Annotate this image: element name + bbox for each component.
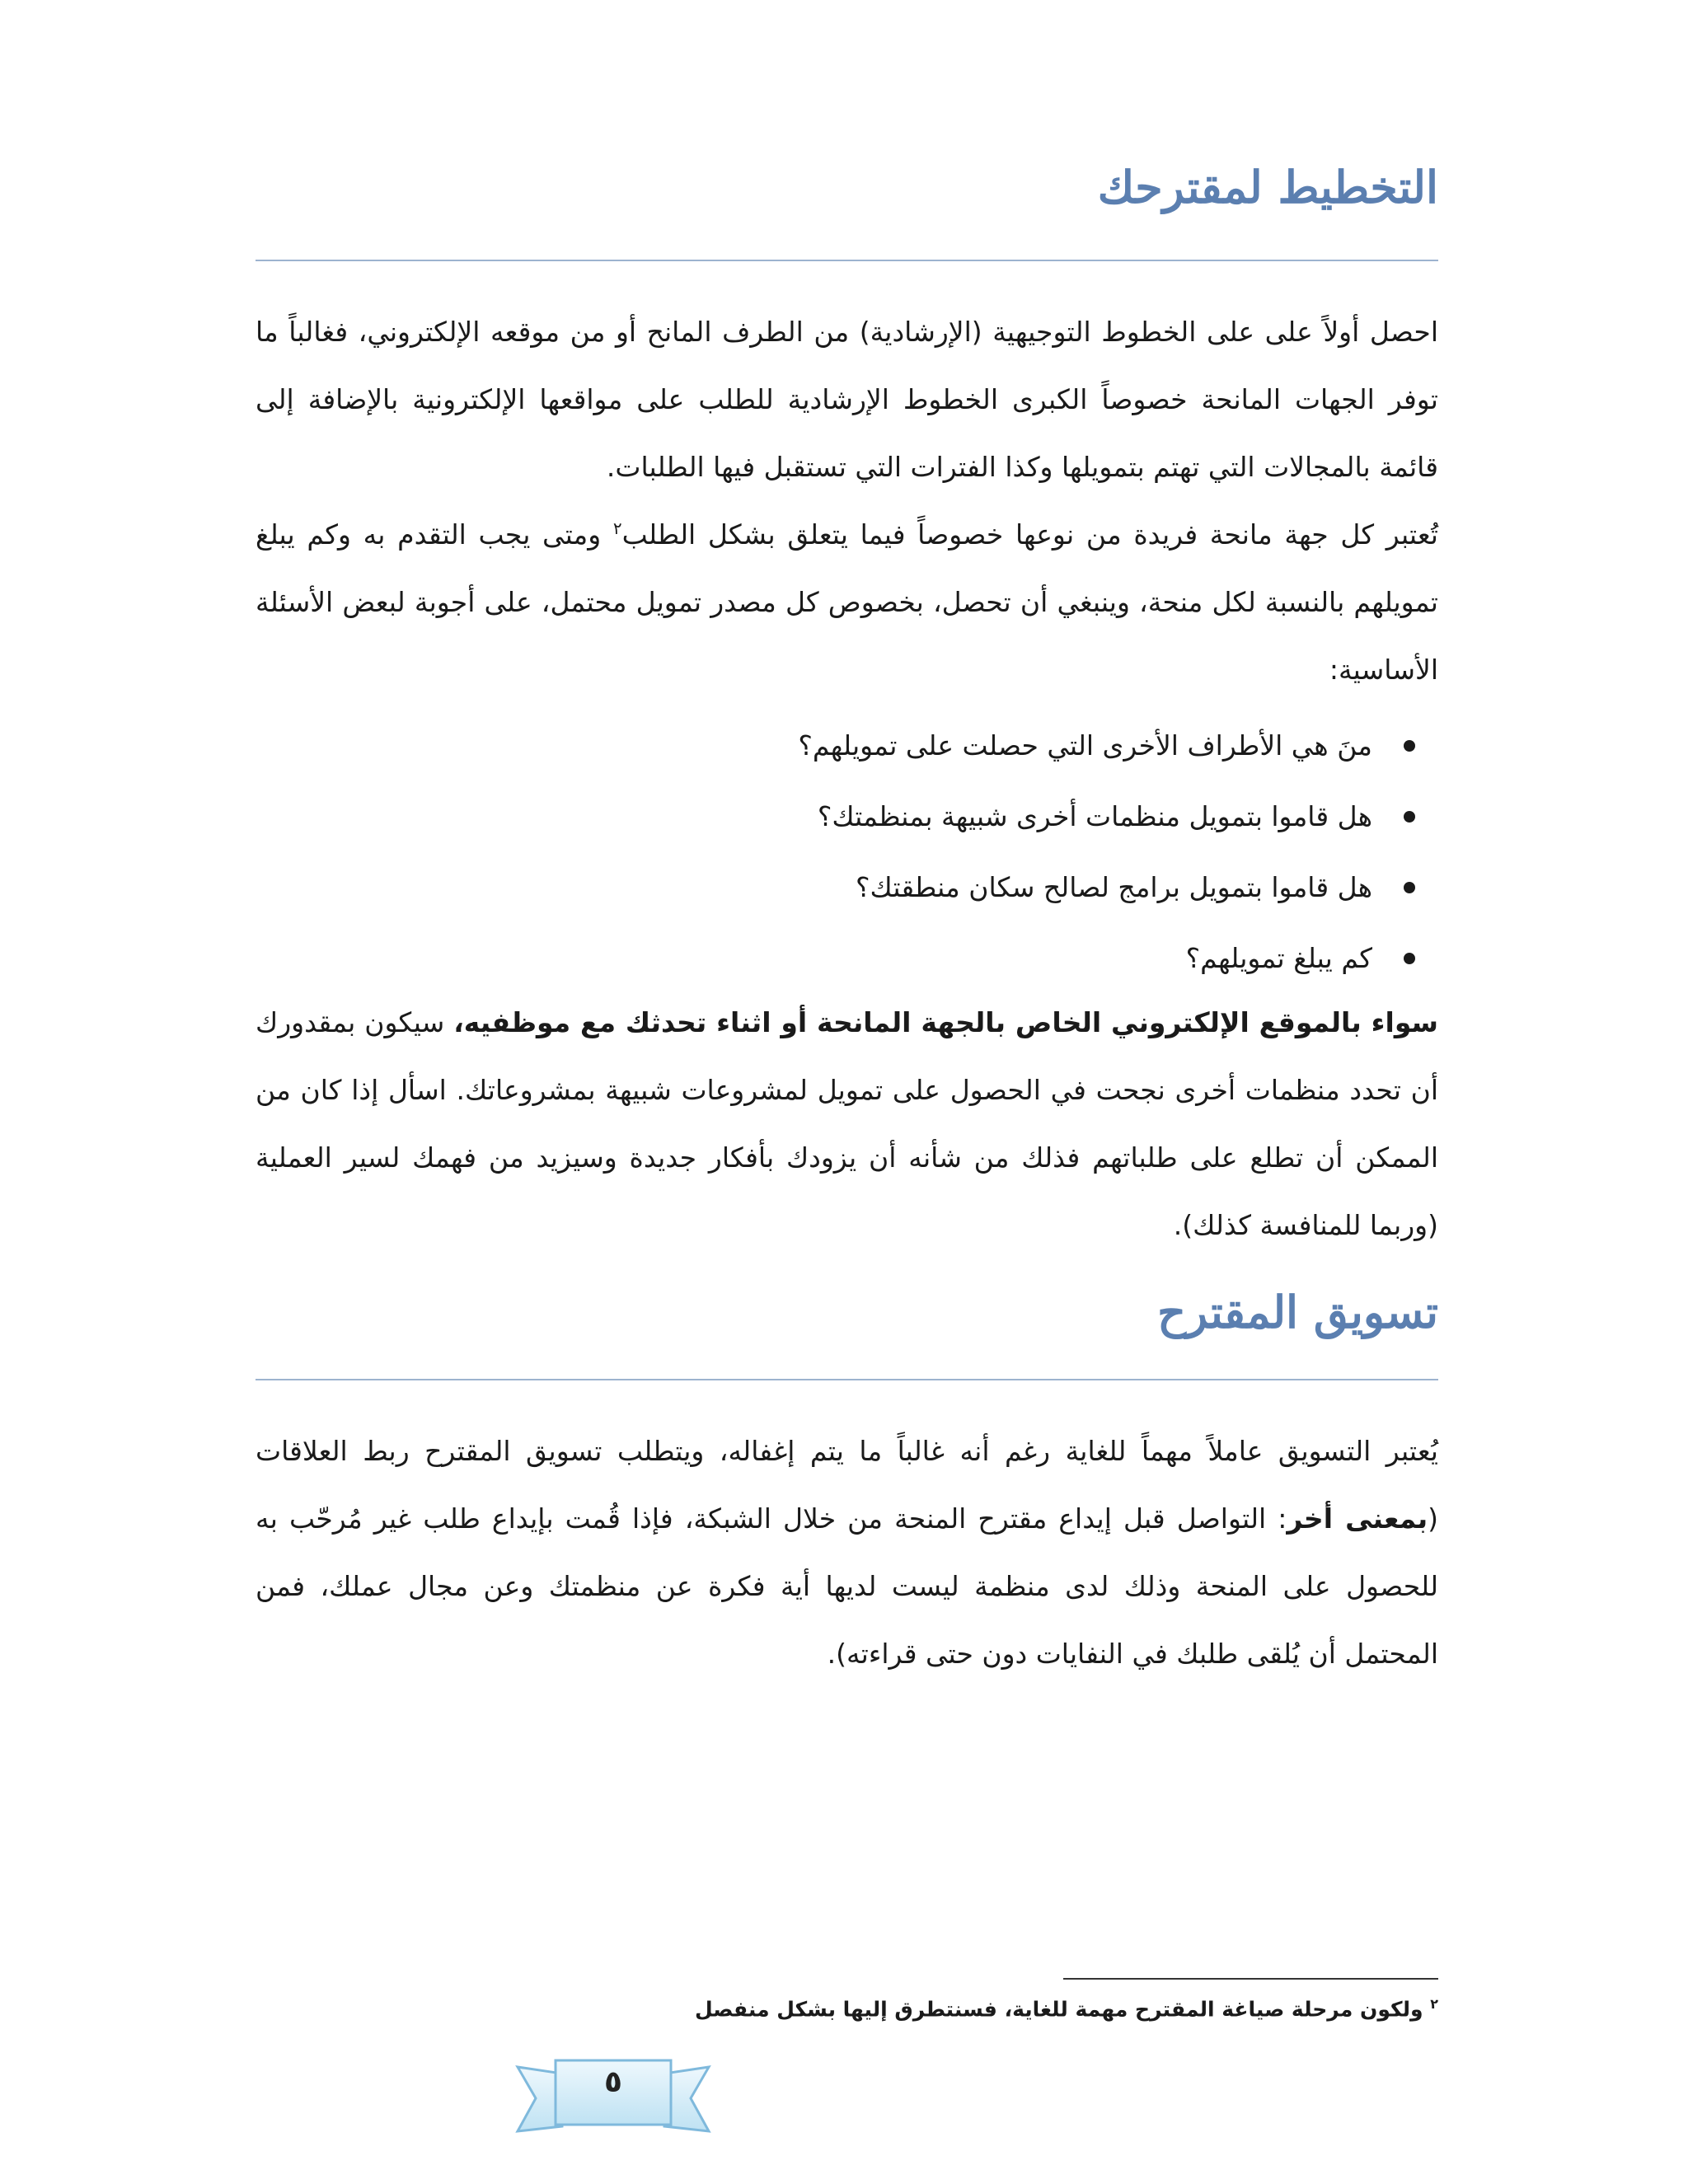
paragraph-guidelines: احصل أولاً على على الخطوط التوجيهية (الإرشادية) من الطرف المانح أو من موقعه الإلكتروني، فغالباً ما توفر الجهات المانحة خصوصاً الكبرى الخطوط الإرشادية للطلب على مواقعها الإلكترونية بالإضافة إلى قائمة بالمجالات التي تهتم بتمويلها وكذا الفترات التي تستقبل فيها الطلبات.	[256, 316, 1438, 483]
footnote-marker: ٢	[1430, 1996, 1438, 2012]
document-page	[256, 0, 1438, 2184]
bullet-icon	[1404, 740, 1415, 752]
list-item-text: منَ هي الأطراف الأخرى التي حصلت على تمويلهم؟	[798, 729, 1372, 762]
list-item-text: كم يبلغ تمويلهم؟	[1185, 942, 1372, 974]
section-title-marketing: تسويق المقترح	[1157, 1286, 1438, 1338]
footnote-text: ولكون مرحلة صياغة المقترح مهمة للغاية، فسنتطرق إليها بشكل منفصل	[694, 1997, 1431, 2022]
paragraph-grantor-unique	[256, 501, 1438, 704]
paragraph-text: : التواصل قبل إيداع مقترح المنحة من خلال الشبكة، فإذا قُمت بإيداع طلب غير مُرحّب به للحصول على المنحة وذلك لدى منظمة ليست لديها أية فكرة عن منظمتك وعن مجال عملك، فمن المحتمل أن يُلقى طلبك في النفايات دون حتى قراءته).	[256, 1502, 1438, 1670]
bold-text: بمعنى أخر	[1287, 1502, 1428, 1535]
list-item-text: هل قاموا بتمويل برامج لصالح سكان منطقتك؟	[856, 871, 1372, 903]
footnote-ref: ٢	[612, 518, 622, 538]
bold-text: سواء بالموقع الإلكتروني الخاص بالجهة المانحة أو اثناء تحدثك مع موظفيه،	[453, 1006, 1438, 1038]
paragraph-text: سيكون بمقدورك أن تحدد منظمات أخرى نجحت في الحصول على تمويل لمشروعات شبيهة بمشروعاتك. اسأل إذا كان من الممكن أن تطلع على طلباتهم فذلك من شأنه أن يزودك بأفكار جديدة وسيزيد من فهمك لسير العملية (وربما للمنافسة كذلك).	[256, 1006, 1438, 1241]
section-divider	[256, 1379, 1438, 1380]
section-title-planning: التخطيط لمقترحك	[1097, 161, 1438, 213]
list-item	[256, 923, 1438, 994]
bullet-icon	[1404, 811, 1415, 823]
question-list	[256, 710, 1438, 994]
footnote	[695, 1996, 1438, 2021]
footnote-separator	[1063, 1978, 1438, 1980]
paragraph-marketing	[256, 1418, 1438, 1688]
section-divider	[256, 260, 1438, 261]
list-item	[256, 710, 1438, 781]
paragraph-website-contacts	[256, 989, 1438, 1259]
paragraph-text: يُعتبر التسويق عاملاً مهماً للغاية رغم أنه غالباً ما يتم إغفاله، ويتطلب تسويق المقترح ربط العلاقات	[256, 1435, 1438, 1467]
page-number-badge	[514, 2050, 712, 2141]
bullet-icon	[1404, 953, 1415, 964]
paragraph-text: تُعتبر كل جهة مانحة فريدة من نوعها خصوصاً فيما يتعلق بشكل الطلب	[621, 518, 1438, 551]
paragraph-text: ومتى يجب التقدم به وكم يبلغ تمويلهم بالنسبة لكل منحة، وينبغي أن تحصل، بخصوص كل مصدر تمويل محتمل، على أجوبة لبعض الأسئلة الأساسية:	[256, 518, 1438, 686]
list-item-text: هل قاموا بتمويل منظمات أخرى شبيهة بمنظمتك؟	[817, 800, 1372, 832]
list-item	[256, 852, 1438, 923]
list-item	[256, 781, 1438, 852]
paren: (	[1428, 1502, 1438, 1535]
bullet-icon	[1404, 882, 1415, 893]
page-number: ٥	[604, 2065, 622, 2099]
